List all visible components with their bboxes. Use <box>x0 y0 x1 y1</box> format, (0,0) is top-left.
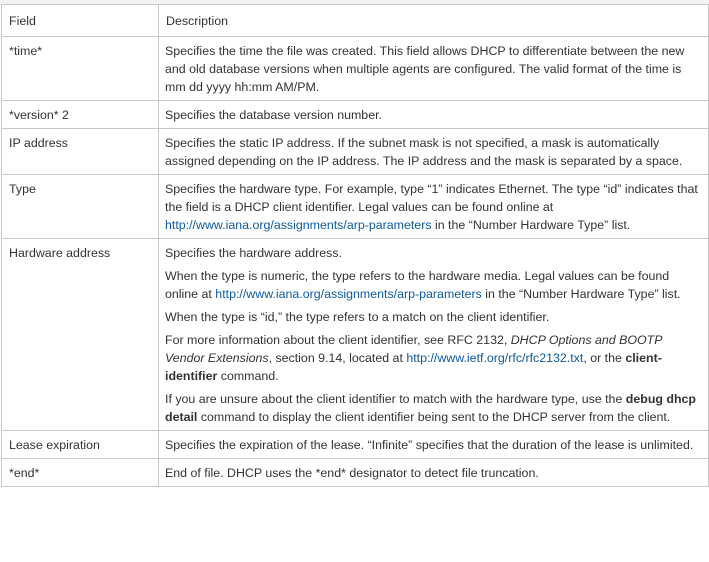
command-name: client-identifier <box>165 351 662 383</box>
iana-arp-parameters-link[interactable]: http://www.iana.org/assignments/arp-parameters <box>215 287 482 301</box>
table-row <box>2 459 709 487</box>
description-cell: Specifies the time the file was created. This field allows DHCP to differentiate between the new and old database versions when multiple agents are configured. The valid format of the time is mm dd yyyy hh:mm AM/PM. <box>159 37 709 101</box>
description-text: , or the <box>583 351 626 365</box>
field-cell: Hardware address <box>2 239 159 431</box>
table-row <box>2 129 709 175</box>
field-cell: IP address <box>2 129 159 175</box>
table-row <box>2 431 709 459</box>
field-cell: Type <box>2 175 159 239</box>
table-header-row <box>2 5 709 37</box>
table-row <box>2 175 709 239</box>
description-text: For more information about the client identifier, see RFC 2132, <box>165 333 511 347</box>
description-text: When the type is numeric, the type refers to the hardware media. Legal values can be found online at <box>165 269 670 301</box>
field-cell: *version* 2 <box>2 101 159 129</box>
description-cell: Specifies the database version number. <box>159 101 709 129</box>
description-text: command. <box>217 369 279 383</box>
field-cell: Lease expiration <box>2 431 159 459</box>
description-paragraph <box>165 390 702 426</box>
description-cell: Specifies the static IP address. If the subnet mask is not specified, a mask is automatically assigned depending on the IP address. The IP address and the mask is separated by a space. <box>159 129 709 175</box>
description-text: in the “Number Hardware Type” list. <box>481 287 681 301</box>
description-paragraph: When the type is “id,” the type refers to a match on the client identifier. <box>165 310 550 324</box>
description-text: command to display the client identifier being sent to the DHCP server from the client. <box>197 410 671 424</box>
iana-arp-parameters-link[interactable]: http://www.iana.org/assignments/arp-parameters <box>165 218 432 232</box>
description-cell <box>159 175 709 239</box>
field-description-table <box>1 4 709 487</box>
description-paragraph <box>165 267 702 303</box>
description-cell: End of file. DHCP uses the *end* designator to detect file truncation. <box>159 459 709 487</box>
description-column-header: Description <box>159 5 709 37</box>
field-cell: *time* <box>2 37 159 101</box>
description-paragraph: Specifies the hardware address. <box>165 246 343 260</box>
description-text: If you are unsure about the client identifier to match with the hardware type, use the <box>165 392 626 406</box>
description-text: Specifies the hardware type. For example, type “1” indicates Ethernet. The type “id” indicates that the field is a DHCP client identifier. Legal values can be found online at <box>165 182 698 214</box>
table-row <box>2 101 709 129</box>
description-paragraph <box>165 331 702 385</box>
field-cell: *end* <box>2 459 159 487</box>
table-row <box>2 37 709 101</box>
description-text: , section 9.14, located at <box>268 351 407 365</box>
description-cell: Specifies the expiration of the lease. “Infinite” specifies that the duration of the lease is unlimited. <box>159 431 709 459</box>
rfc2132-link[interactable]: http://www.ietf.org/rfc/rfc2132.txt <box>406 351 584 365</box>
description-text: in the “Number Hardware Type” list. <box>431 218 631 232</box>
description-cell <box>159 239 709 431</box>
table-row <box>2 239 709 431</box>
command-name: debug dhcp detail <box>165 392 697 424</box>
field-column-header: Field <box>2 5 159 37</box>
rfc-title: DHCP Options and BOOTP Vendor Extensions <box>165 333 662 365</box>
